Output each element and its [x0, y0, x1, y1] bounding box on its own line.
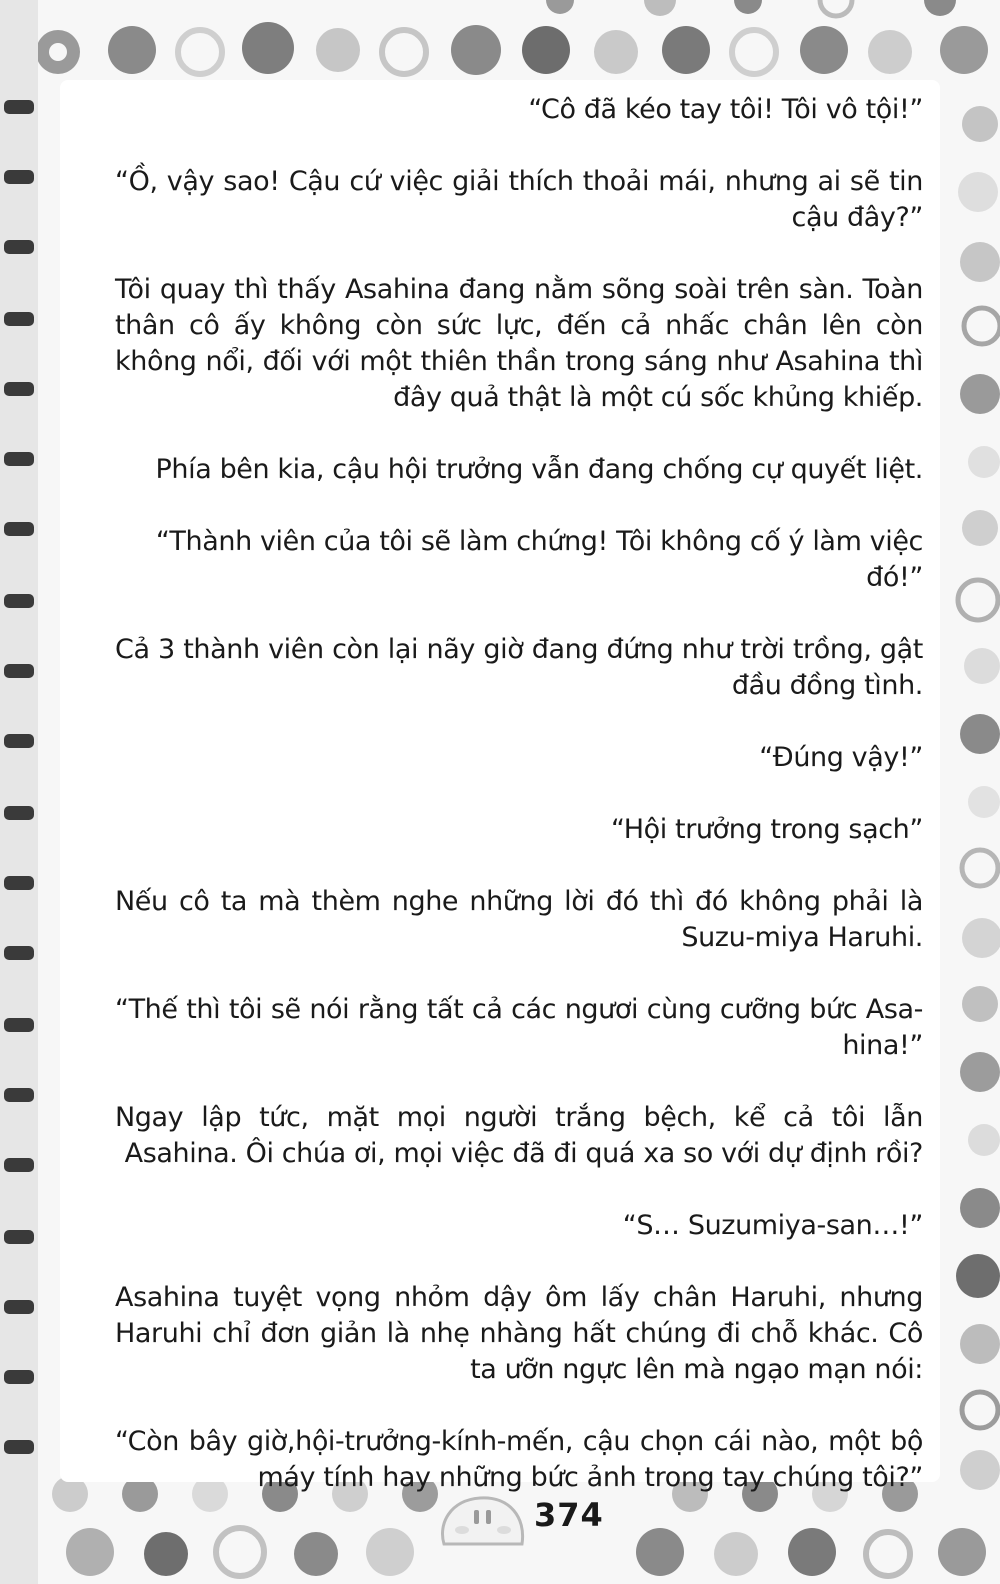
paragraph: Nếu cô ta mà thèm nghe những lời đó thì đó không phải là Suzu-miya Haruhi.	[115, 886, 923, 953]
paragraph: Asahina tuyệt vọng nhỏm dậy ôm lấy chân Haruhi, nhưng Haruhi chỉ đơn giản là nhẹ nhàng hất chúng đi chỗ khác. Cô ta ưỡn ngực lên mà ngạo mạn nói:	[115, 1282, 923, 1385]
paragraph: “Ồ, vậy sao! Cậu cứ việc giải thích thoải mái, nhưng ai sẽ tin cậu đây?”	[115, 166, 923, 233]
page-footer	[436, 1490, 616, 1550]
top-dot-row	[36, 0, 988, 75]
blob-mascot-icon	[436, 1494, 528, 1546]
paragraph: “Cô đã kéo tay tôi! Tôi vô tội!”	[528, 94, 923, 125]
paragraph: “Đúng vậy!”	[759, 742, 923, 773]
page-text	[115, 92, 923, 1532]
paragraph: “Còn bây giờ,hội-trưởng-kính-mến, cậu chọn cái nào, một bộ máy tính hay những bức ảnh trong tay chúng tôi?”	[115, 1426, 923, 1493]
paragraph: Ngay lập tức, mặt mọi người trắng bệch, kể cả tôi lẫn Asahina. Ôi chúa ơi, mọi việc đã đi quá xa so với dự định rồi?	[115, 1102, 923, 1169]
paragraph: “Thế thì tôi sẽ nói rằng tất cả các ngươi cùng cưỡng bức Asa-hina!”	[115, 994, 923, 1061]
paragraph: “Hội trưởng trong sạch”	[610, 814, 923, 845]
right-dot-column	[956, 106, 1000, 1490]
paragraph: Tôi quay thì thấy Asahina đang nằm sõng soài trên sàn. Toàn thân cô ấy không còn sức lực, đến cả nhấc chân lên còn không nổi, đối với một thiên thần trong sáng như Asahina thì đây quả thật là một cú sốc khủng khiếp.	[115, 274, 923, 413]
paragraph: “S… Suzumiya-san…!”	[622, 1210, 923, 1241]
page-number: 374	[534, 1496, 604, 1534]
binder-strip	[0, 0, 38, 1584]
paragraph: “Thành viên của tôi sẽ làm chứng! Tôi không cố ý làm việc đó!”	[155, 526, 923, 593]
paragraph: Phía bên kia, cậu hội trưởng vẫn đang chống cự quyết liệt.	[155, 454, 923, 485]
paragraph: Cả 3 thành viên còn lại nãy giờ đang đứng như trời trồng, gật đầu đồng tình.	[115, 634, 923, 701]
